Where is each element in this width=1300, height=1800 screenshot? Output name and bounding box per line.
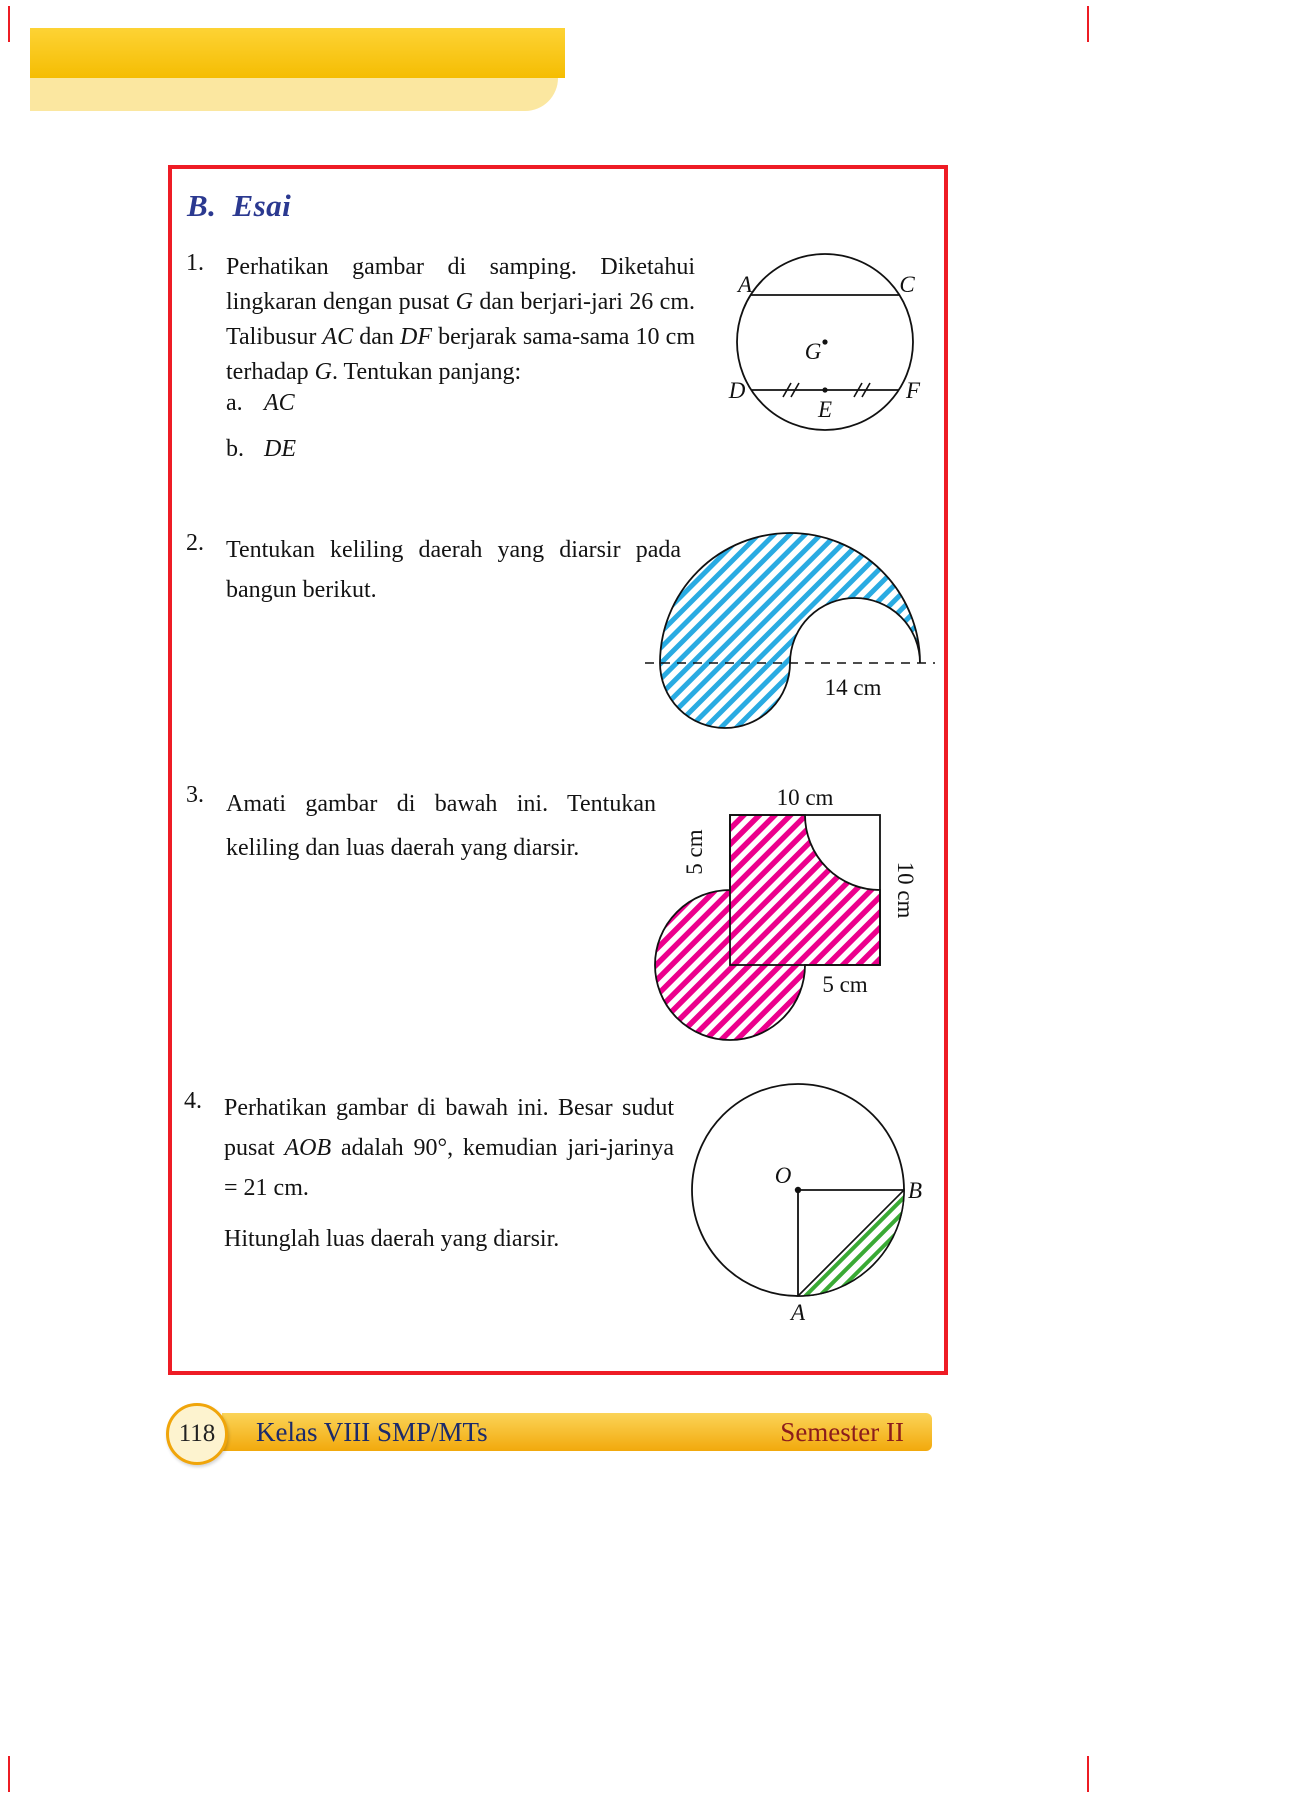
figure-shaded-composite — [640, 775, 930, 1065]
item-a-label: a. — [226, 390, 243, 416]
problem-4-number: 4. — [184, 1088, 202, 1114]
problem-1-item-b — [226, 436, 296, 463]
crop-mark-top-left — [8, 6, 10, 42]
page-number-badge — [166, 1403, 228, 1465]
crop-mark-bottom-left — [8, 1756, 10, 1792]
problem-3-number: 3. — [186, 782, 204, 808]
dimension-bottom-5cm: 5 cm — [822, 972, 868, 997]
item-b-value: DE — [264, 436, 296, 462]
center-point-O — [795, 1187, 801, 1193]
figure-circle-with-chords — [715, 245, 940, 435]
crop-mark-bottom-right — [1087, 1756, 1089, 1792]
figure-shaded-segment — [675, 1070, 935, 1332]
crop-mark-top-right — [1087, 6, 1089, 42]
problem-1-text: Perhatikan gambar di samping. Diketahui lingkaran dengan pusat G dan berjari-jari 26 cm. Talibusur AC dan DF berjarak sama-sama 10 cm terhadap G. Tentukan panjang: — [226, 254, 695, 385]
problem-2-number: 2. — [186, 530, 204, 556]
problem-1-number: 1. — [186, 250, 204, 276]
point-E — [822, 387, 827, 392]
problem-1-item-a — [226, 390, 295, 417]
figure-shaded-crescent — [640, 525, 940, 740]
dimension-14cm: 14 cm — [824, 675, 882, 700]
section-letter: B. — [187, 188, 217, 223]
header-pale-bar — [30, 78, 558, 111]
problem-2-text: Tentukan keliling daerah yang diarsir pada bangun berikut. — [226, 537, 681, 603]
item-b-label: b. — [226, 436, 244, 462]
dimension-top-10cm: 10 cm — [776, 785, 834, 810]
label-A: A — [737, 272, 753, 297]
section-name: Esai — [232, 188, 292, 223]
label-D: D — [728, 378, 746, 403]
dimension-left-5cm: 5 cm — [682, 829, 707, 875]
footer-course-label: Kelas VIII SMP/MTs — [256, 1416, 488, 1447]
page-number: 118 — [178, 1420, 216, 1447]
label-G: G — [804, 339, 822, 364]
label-A: A — [790, 1300, 806, 1325]
problem-4-text-2: Hitunglah luas daerah yang diarsir. — [224, 1226, 560, 1252]
problem-3-text: Amati gambar di bawah ini. Tentukan keliling dan luas daerah yang diarsir. — [226, 791, 656, 861]
footer-bar — [222, 1413, 932, 1451]
header-gold-bar — [30, 28, 565, 78]
label-O: O — [774, 1163, 792, 1188]
footer-semester-label: Semester II — [780, 1416, 904, 1447]
label-B: B — [907, 1178, 923, 1203]
item-a-value: AC — [264, 390, 295, 416]
label-F: F — [905, 378, 921, 403]
problem-4-text: Perhatikan gambar di bawah ini. Besar sudut pusat AOB adalah 90°, kemudian jari-jarinya = 21 cm. — [224, 1095, 675, 1201]
section-title — [187, 188, 291, 224]
label-C: C — [899, 272, 915, 297]
dimension-right-10cm: 10 cm — [893, 861, 918, 919]
label-E: E — [817, 397, 833, 422]
center-point-G — [822, 339, 827, 344]
